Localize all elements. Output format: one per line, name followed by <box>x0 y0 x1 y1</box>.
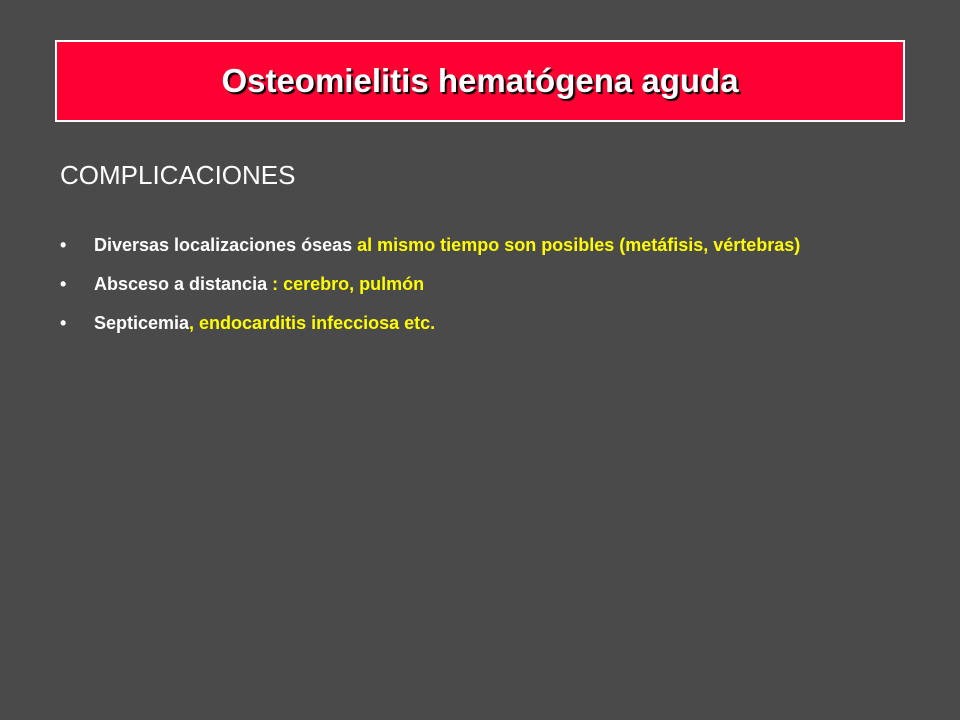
bullet-icon: • <box>60 235 67 255</box>
bullet-icon: • <box>60 313 67 333</box>
title-banner <box>55 40 905 122</box>
bullet-text-yellow: : cerebro, pulmón <box>272 274 425 294</box>
bullet-text-white: Diversas localizaciones óseas <box>94 235 358 255</box>
bullet-item <box>60 232 840 258</box>
bullet-text-yellow: , endocarditis infecciosa etc. <box>189 313 436 333</box>
bullet-text-white: Septicemia <box>94 313 190 333</box>
section-heading: COMPLICACIONES <box>60 160 296 190</box>
bullet-list <box>60 232 840 349</box>
bullet-text-white: Absceso a distancia <box>94 274 273 294</box>
bullet-text-yellow: al mismo tiempo son posibles (metáfisis, vértebras) <box>357 235 801 255</box>
bullet-item <box>60 271 840 297</box>
bullet-icon: • <box>60 274 67 294</box>
bullet-item <box>60 310 840 336</box>
slide-title: Osteomielitis hematógena aguda <box>221 62 739 99</box>
